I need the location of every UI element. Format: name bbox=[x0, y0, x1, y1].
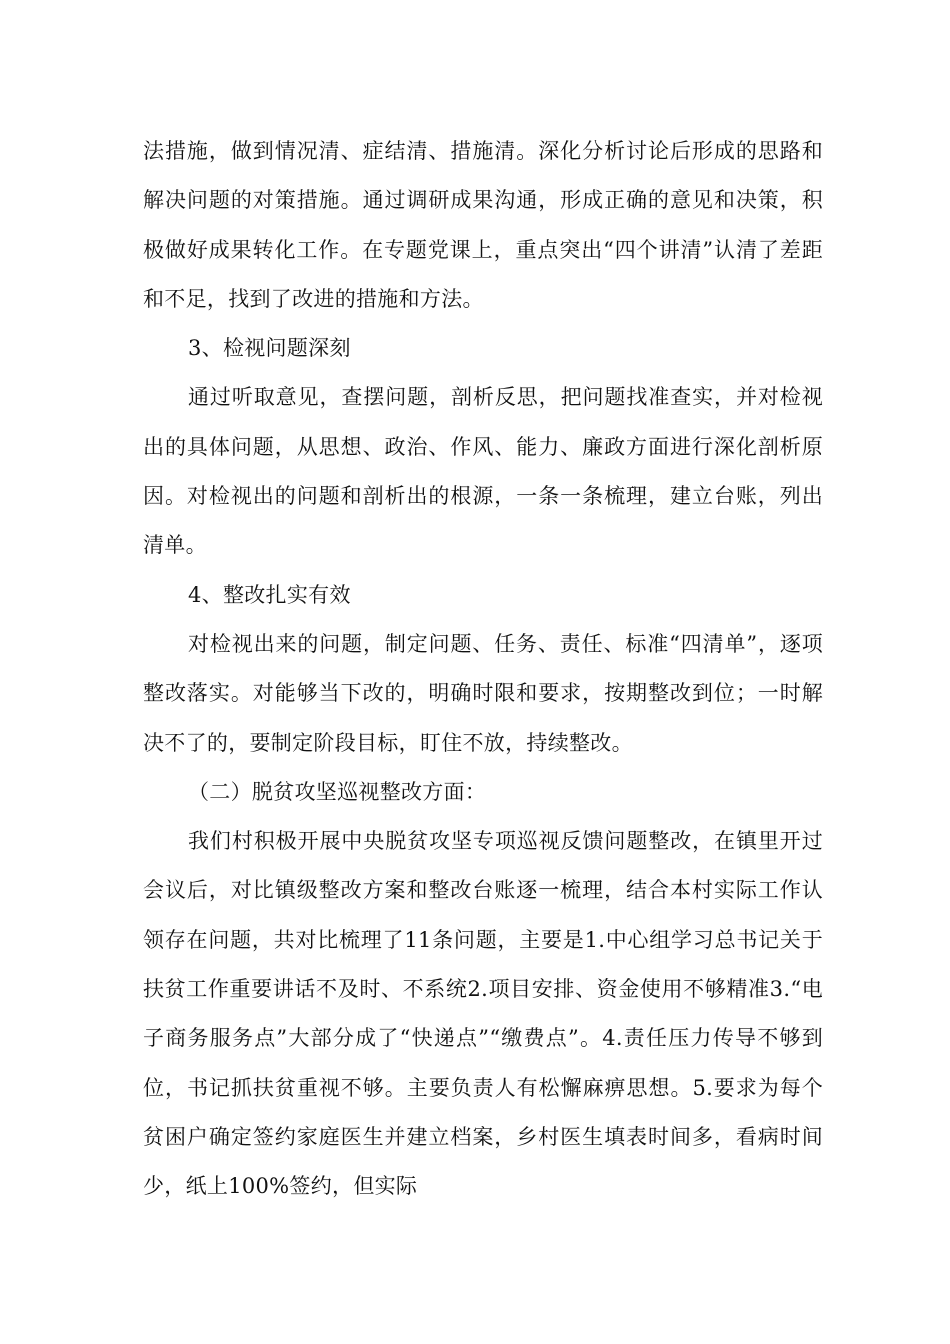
section-heading-4: 4、整改扎实有效 bbox=[188, 582, 351, 607]
document-body bbox=[143, 127, 823, 1212]
section-heading-2: （二）脱贫攻坚巡视整改方面： bbox=[188, 779, 487, 804]
paragraph-continuation: 法措施，做到情况清、症结清、措施清。深化分析讨论后形成的思路和解决问题的对策措施。通过调研成果沟通，形成正确的意见和决策，积极做好成果转化工作。在专题党课上，重点突出“四个讲清”认清了差距和不足，找到了改进的措施和方法。 bbox=[143, 139, 823, 311]
paragraph-poverty-rectification: 我们村积极开展中央脱贫攻坚专项巡视反馈问题整改，在镇里开过会议后，对比镇级整改方案和整改台账逐一梳理，结合本村实际工作认领存在问题，共对比梳理了11条问题，主要是1.中心组学习总书记关于扶贫工作重要讲话不及时、不系统2.项目安排、资金使用不够精准3.“电子商务服务点”大部分成了“快递点”“缴费点”。4.责任压力传导不够到位，书记抓扶贫重视不够。主要负责人有松懈麻痹思想。5.要求为每个贫困户确定签约家庭医生并建立档案，乡村医生填表时间多，看病时间少，纸上100%签约，但实际 bbox=[143, 829, 823, 1199]
section-heading-3: 3、检视问题深刻 bbox=[188, 336, 351, 361]
paragraph-section-3: 通过听取意见，查摆问题，剖析反思，把问题找准查实，并对检视出的具体问题，从思想、政治、作风、能力、廉政方面进行深化剖析原因。对检视出的问题和剖析出的根源，一条一条梳理，建立台账，列出清单。 bbox=[143, 385, 823, 558]
paragraph-section-4: 对检视出来的问题，制定问题、任务、责任、标准“四清单”，逐项整改落实。对能够当下改的，明确时限和要求，按期整改到位；一时解决不了的，要制定阶段目标，盯住不放，持续整改。 bbox=[143, 631, 823, 755]
